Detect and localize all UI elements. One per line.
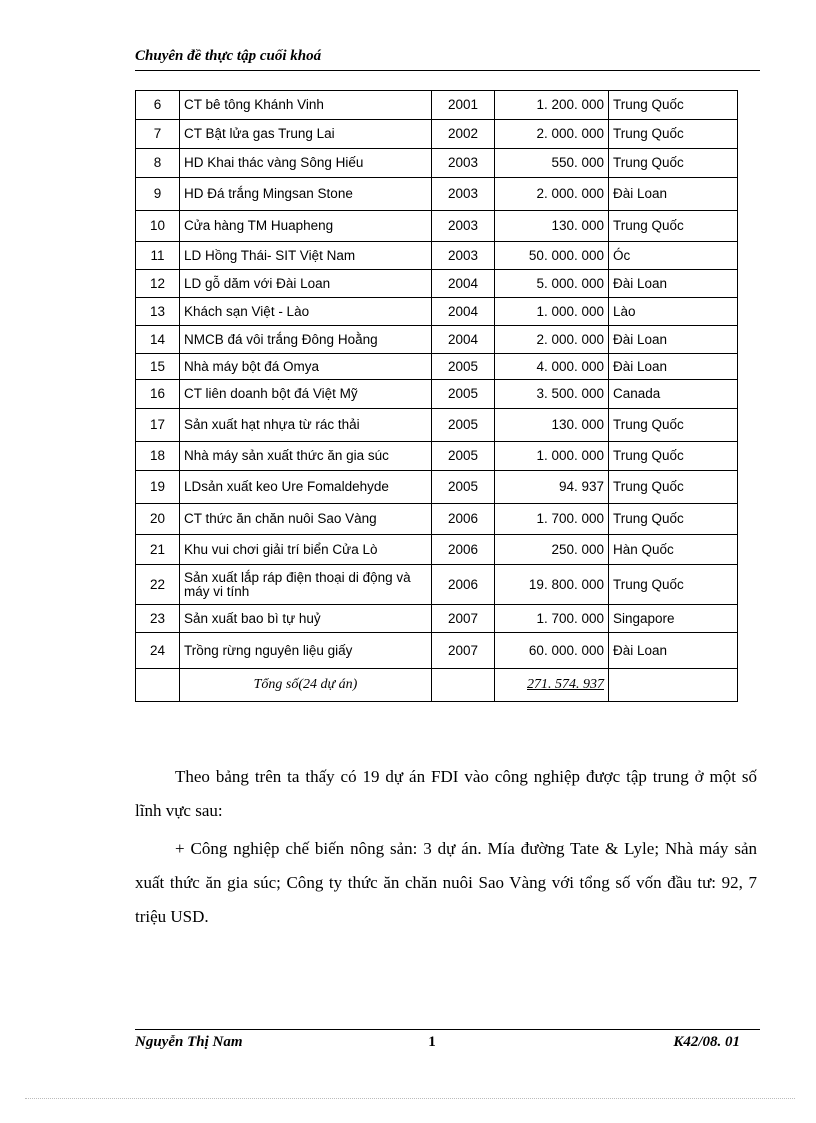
project-country: Đài Loan — [609, 354, 738, 380]
project-capital: 3. 500. 000 — [495, 380, 609, 409]
total-value: 271. 574. 937 — [495, 669, 609, 702]
project-year: 2005 — [432, 442, 495, 471]
project-country: Lào — [609, 298, 738, 326]
row-number: 14 — [136, 326, 180, 354]
project-country: Trung Quốc — [609, 471, 738, 504]
table-row — [136, 91, 738, 120]
project-name: Khách sạn Việt - Lào — [180, 298, 432, 326]
table-row — [136, 242, 738, 270]
project-country: Trung Quốc — [609, 211, 738, 242]
row-number: 21 — [136, 535, 180, 565]
table-row — [136, 633, 738, 669]
project-capital: 4. 000. 000 — [495, 354, 609, 380]
project-capital: 130. 000 — [495, 211, 609, 242]
row-number: 15 — [136, 354, 180, 380]
row-number: 11 — [136, 242, 180, 270]
table-row — [136, 298, 738, 326]
project-capital: 19. 800. 000 — [495, 565, 609, 605]
table-row — [136, 442, 738, 471]
row-number: 10 — [136, 211, 180, 242]
table-row — [136, 178, 738, 211]
project-name: CT bê tông Khánh Vinh — [180, 91, 432, 120]
project-capital: 2. 000. 000 — [495, 326, 609, 354]
project-year: 2007 — [432, 605, 495, 633]
project-capital: 1. 000. 000 — [495, 298, 609, 326]
project-name: CT thức ăn chăn nuôi Sao Vàng — [180, 504, 432, 535]
project-name: HD Khai thác vàng Sông Hiếu — [180, 149, 432, 178]
project-name: Sản xuất bao bì tự huỷ — [180, 605, 432, 633]
table-row — [136, 211, 738, 242]
table-row — [136, 504, 738, 535]
project-capital: 550. 000 — [495, 149, 609, 178]
project-year: 2003 — [432, 211, 495, 242]
project-name: Sản xuất hạt nhựa từ rác thải — [180, 409, 432, 442]
row-number: 16 — [136, 380, 180, 409]
project-year: 2006 — [432, 535, 495, 565]
header-rule — [135, 70, 760, 71]
project-capital: 1. 000. 000 — [495, 442, 609, 471]
project-name: Sản xuất lắp ráp điện thoại di động và máy vi tính — [180, 565, 432, 605]
project-year: 2006 — [432, 565, 495, 605]
project-capital: 5. 000. 000 — [495, 270, 609, 298]
project-country: Trung Quốc — [609, 442, 738, 471]
footer-page-number: 1 — [428, 1034, 436, 1050]
total-empty-cell — [609, 669, 738, 702]
project-year: 2005 — [432, 354, 495, 380]
page-edge-divider — [25, 1098, 795, 1099]
project-name: Nhà máy sản xuất thức ăn gia súc — [180, 442, 432, 471]
project-country: Singapore — [609, 605, 738, 633]
project-capital: 1. 700. 000 — [495, 504, 609, 535]
row-number: 18 — [136, 442, 180, 471]
body-text — [135, 760, 757, 938]
table-row — [136, 120, 738, 149]
row-number: 22 — [136, 565, 180, 605]
project-capital: 2. 000. 000 — [495, 178, 609, 211]
project-name: Khu vui chơi giải trí biển Cửa Lò — [180, 535, 432, 565]
project-country: Trung Quốc — [609, 409, 738, 442]
table-row — [136, 326, 738, 354]
project-year: 2006 — [432, 504, 495, 535]
fdi-table-body — [136, 91, 738, 702]
project-year: 2007 — [432, 633, 495, 669]
project-name: NMCB đá vôi trắng Đông Hoằng — [180, 326, 432, 354]
table-row — [136, 565, 738, 605]
project-country: Trung Quốc — [609, 149, 738, 178]
project-name: Trồng rừng nguyên liệu giấy — [180, 633, 432, 669]
table-row — [136, 409, 738, 442]
row-number: 17 — [136, 409, 180, 442]
project-year: 2005 — [432, 409, 495, 442]
footer-class-code: K42/08. 01 — [673, 1034, 740, 1050]
project-country: Đài Loan — [609, 178, 738, 211]
project-capital: 1. 700. 000 — [495, 605, 609, 633]
project-name: CT liên doanh bột đá Việt Mỹ — [180, 380, 432, 409]
project-capital: 94. 937 — [495, 471, 609, 504]
total-empty-cell — [136, 669, 180, 702]
row-number: 23 — [136, 605, 180, 633]
row-number: 7 — [136, 120, 180, 149]
row-number: 6 — [136, 91, 180, 120]
project-country: Óc — [609, 242, 738, 270]
table-row — [136, 471, 738, 504]
project-name: LDsản xuất keo Ure Fomaldehyde — [180, 471, 432, 504]
project-year: 2003 — [432, 178, 495, 211]
project-name: HD Đá trắng Mingsan Stone — [180, 178, 432, 211]
project-country: Trung Quốc — [609, 120, 738, 149]
table-row — [136, 605, 738, 633]
project-country: Đài Loan — [609, 270, 738, 298]
page-header-title: Chuyên đề thực tập cuối khoá — [135, 48, 322, 64]
project-name: LD gỗ dăm với Đài Loan — [180, 270, 432, 298]
project-capital: 1. 200. 000 — [495, 91, 609, 120]
project-name: LD Hồng Thái- SIT Việt Nam — [180, 242, 432, 270]
project-year: 2002 — [432, 120, 495, 149]
project-year: 2003 — [432, 242, 495, 270]
paragraph-1: Theo bảng trên ta thấy có 19 dự án FDI vào công nghiệp được tập trung ở một số lĩnh vực sau: — [135, 767, 757, 820]
row-number: 12 — [136, 270, 180, 298]
total-empty-cell — [432, 669, 495, 702]
project-country: Đài Loan — [609, 633, 738, 669]
table-row — [136, 354, 738, 380]
footer-author: Nguyễn Thị Nam — [135, 1034, 243, 1050]
project-year: 2004 — [432, 270, 495, 298]
table-row — [136, 535, 738, 565]
project-capital: 2. 000. 000 — [495, 120, 609, 149]
project-country: Trung Quốc — [609, 504, 738, 535]
table-row — [136, 380, 738, 409]
row-number: 24 — [136, 633, 180, 669]
row-number: 9 — [136, 178, 180, 211]
table-total-row — [136, 669, 738, 702]
project-name: CT Bật lửa gas Trung Lai — [180, 120, 432, 149]
project-country: Hàn Quốc — [609, 535, 738, 565]
row-number: 19 — [136, 471, 180, 504]
table-row — [136, 270, 738, 298]
project-year: 2004 — [432, 298, 495, 326]
project-year: 2005 — [432, 380, 495, 409]
project-country: Đài Loan — [609, 326, 738, 354]
table-row — [136, 149, 738, 178]
project-year: 2001 — [432, 91, 495, 120]
row-number: 20 — [136, 504, 180, 535]
project-country: Canada — [609, 380, 738, 409]
project-name: Nhà máy bột đá Omya — [180, 354, 432, 380]
project-capital: 250. 000 — [495, 535, 609, 565]
total-label: Tổng số(24 dự án) — [180, 669, 432, 702]
project-capital: 130. 000 — [495, 409, 609, 442]
project-country: Trung Quốc — [609, 91, 738, 120]
row-number: 8 — [136, 149, 180, 178]
project-capital: 50. 000. 000 — [495, 242, 609, 270]
project-country: Trung Quốc — [609, 565, 738, 605]
row-number: 13 — [136, 298, 180, 326]
project-year: 2005 — [432, 471, 495, 504]
project-capital: 60. 000. 000 — [495, 633, 609, 669]
paragraph-2: + Công nghiệp chế biến nông sản: 3 dự án. Mía đường Tate & Lyle; Nhà máy sản xuất thức ăn gia súc; Công ty thức ăn chăn nuôi Sao Vàng với tổng số vốn đầu tư: 92, 7 triệu USD. — [135, 839, 757, 926]
footer-rule — [135, 1029, 760, 1030]
project-year: 2003 — [432, 149, 495, 178]
project-name: Cửa hàng TM Huapheng — [180, 211, 432, 242]
project-year: 2004 — [432, 326, 495, 354]
fdi-projects-table — [135, 90, 738, 702]
